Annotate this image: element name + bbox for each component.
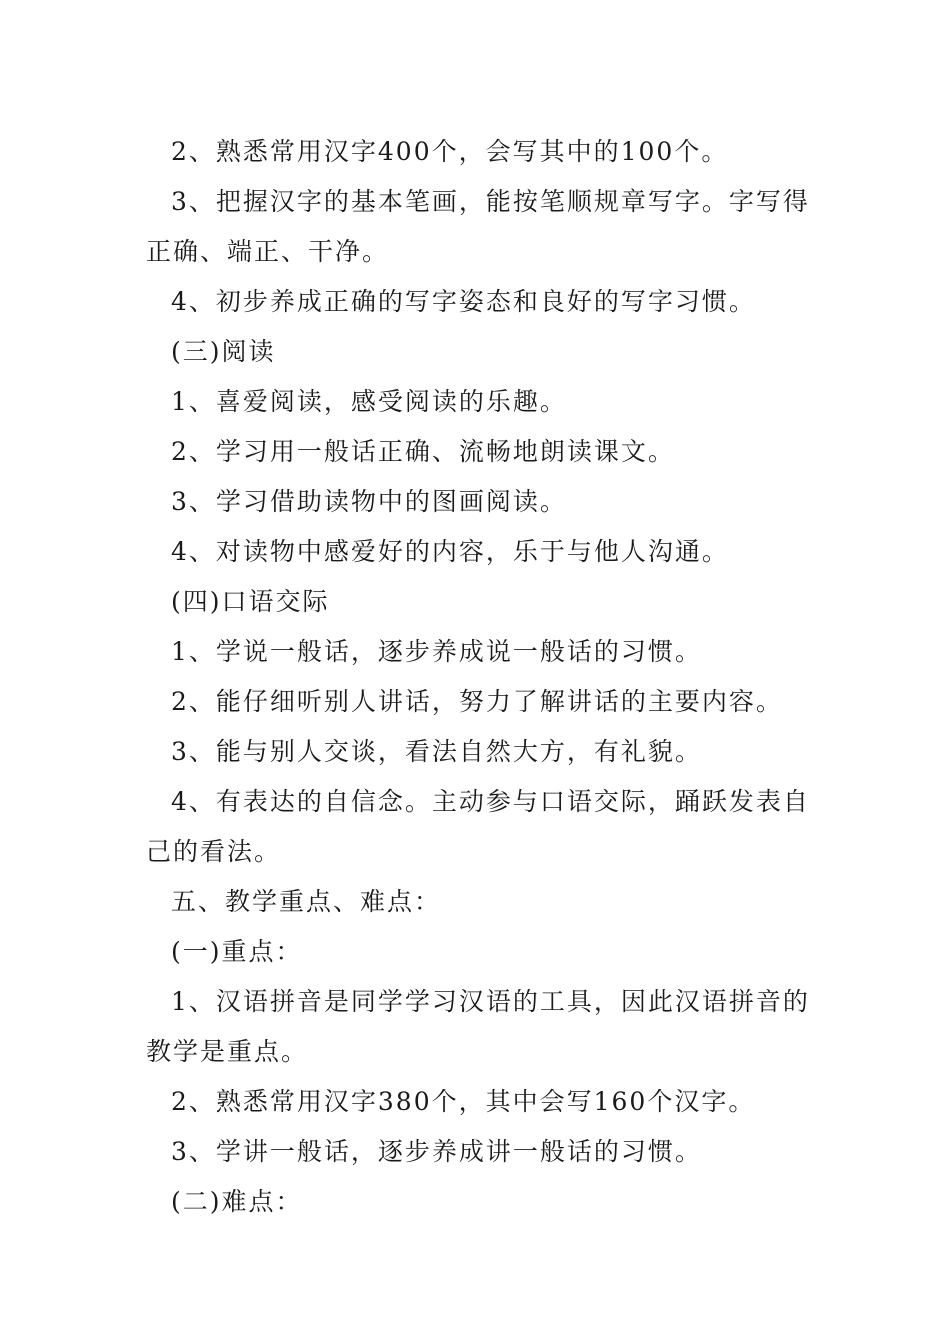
section-heading: (四)口语交际 — [171, 587, 330, 616]
paragraph: 4、初步养成正确的写字姿态和良好的写字习惯。 — [171, 287, 756, 316]
paragraph: 3、能与别人交谈，看法自然大方，有礼貌。 — [171, 737, 702, 766]
paragraph: 2、能仔细听别人讲话，努力了解讲话的主要内容。 — [171, 687, 783, 716]
section-heading: 五、教学重点、难点： — [171, 887, 442, 916]
paragraph: 2、熟悉常用汉字380个，其中会写160个汉字。 — [171, 1087, 756, 1116]
subsection-heading: (二)难点： — [171, 1187, 303, 1216]
paragraph: 2、学习用一般话正确、流畅地朗读课文。 — [171, 437, 675, 466]
paragraph: 4、对读物中感爱好的内容，乐于与他人沟通。 — [171, 537, 729, 566]
paragraph: 1、喜爱阅读，感受阅读的乐趣。 — [171, 387, 567, 416]
document-body — [146, 127, 810, 1227]
paragraph: 3、学讲一般话，逐步养成讲一般话的习惯。 — [171, 1137, 702, 1166]
paragraph: 1、学说一般话，逐步养成说一般话的习惯。 — [171, 637, 702, 666]
paragraph: 3、学习借助读物中的图画阅读。 — [171, 487, 567, 516]
paragraph: 3、把握汉字的基本笔画，能按笔顺规章写字。字写得正确、端正、干净。 — [146, 187, 810, 266]
section-heading: (三)阅读 — [171, 337, 276, 366]
paragraph: 2、熟悉常用汉字400个，会写其中的100个。 — [171, 137, 729, 166]
subsection-heading: (一)重点： — [171, 937, 303, 966]
paragraph: 1、汉语拼音是同学学习汉语的工具，因此汉语拼音的教学是重点。 — [146, 987, 810, 1066]
paragraph: 4、有表达的自信念。主动参与口语交际，踊跃发表自己的看法。 — [146, 787, 810, 866]
